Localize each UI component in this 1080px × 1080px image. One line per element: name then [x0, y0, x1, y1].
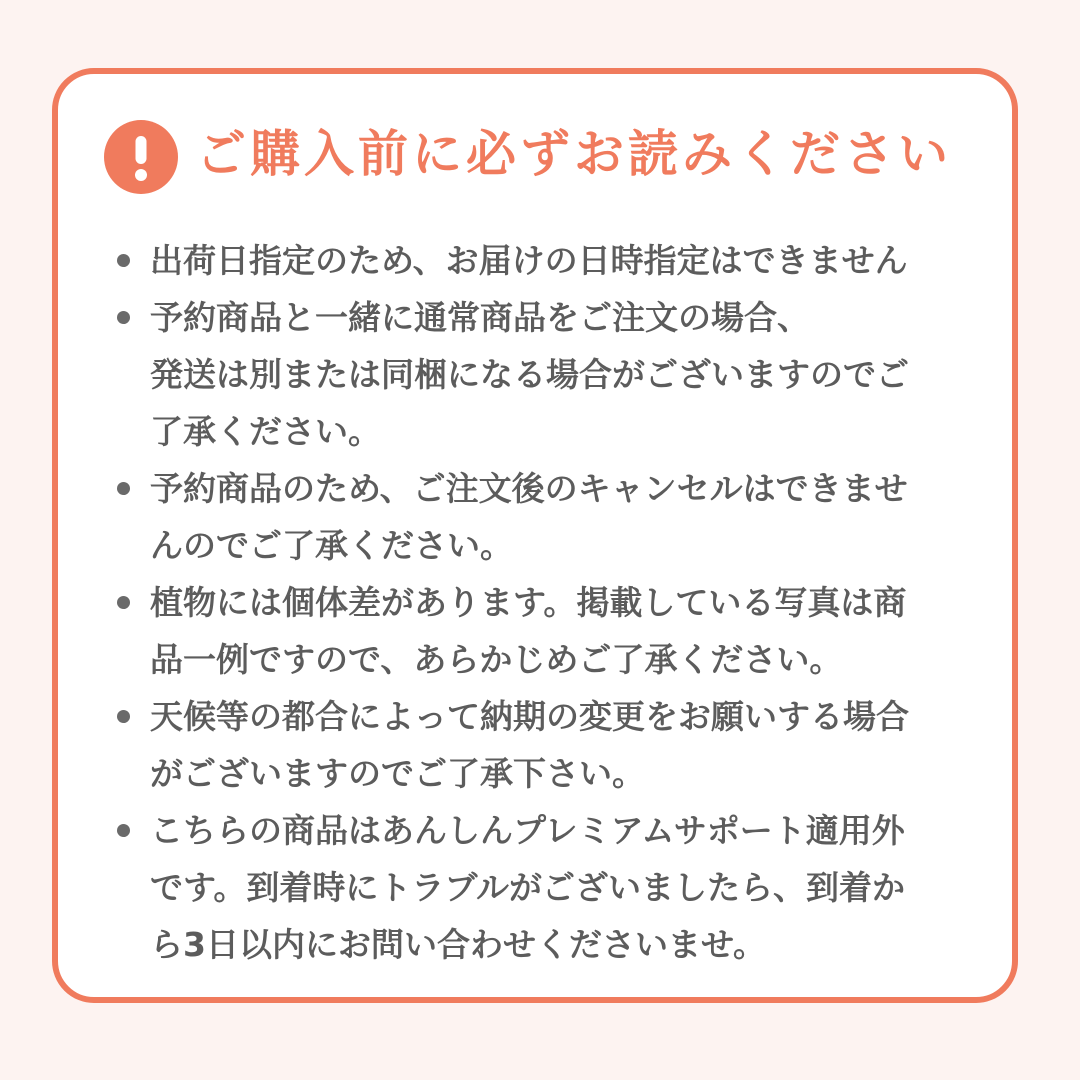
notice-line: がございますのでご了承下さい。: [150, 754, 645, 793]
notice-list: [114, 232, 974, 973]
bullet-dot: [117, 254, 130, 267]
bullet-dot: [117, 311, 130, 324]
notice-line: 予約商品のため、ご注文後のキャンセルはできませ: [150, 469, 908, 508]
notice-item: [114, 289, 974, 460]
bullet-dot: [117, 482, 130, 495]
notice-line: こちらの商品はあんしんプレミアムサポート適用外: [150, 811, 905, 850]
bullet-dot: [117, 596, 130, 609]
notice-item: [114, 460, 974, 574]
notice-line: です。到着時にトラブルがございましたら、到着か: [150, 868, 906, 907]
notice-line: 予約商品と一緒に通常商品をご注文の場合、: [150, 298, 810, 337]
notice-item: [114, 574, 974, 688]
notice-line: 出荷日指定のため、お届けの日時指定はできません: [150, 241, 908, 280]
notice-line: んのでご了承ください。: [150, 526, 513, 565]
notice-line: 発送は別または同梱になる場合がございますのでご: [150, 355, 909, 394]
notice-line: ら3日以内にお問い合わせくださいませ。: [150, 925, 766, 964]
bullet-dot: [117, 824, 130, 837]
bullet-dot: [117, 710, 130, 723]
notice-item: [114, 688, 974, 802]
notice-card: [52, 68, 1018, 1003]
notice-line: 天候等の都合によって納期の変更をお願いする場合: [150, 697, 909, 736]
notice-title: ご購入前に必ずお読みください: [196, 125, 952, 183]
notice-item: [114, 232, 974, 289]
notice-item: [114, 802, 974, 973]
notice-line: 植物には個体差があります。掲載している写真は商: [150, 583, 907, 622]
notice-line: 了承ください。: [150, 412, 381, 451]
notice-line: 品一例ですので、あらかじめご了承ください。: [150, 640, 843, 679]
exclamation-icon: [104, 120, 178, 194]
